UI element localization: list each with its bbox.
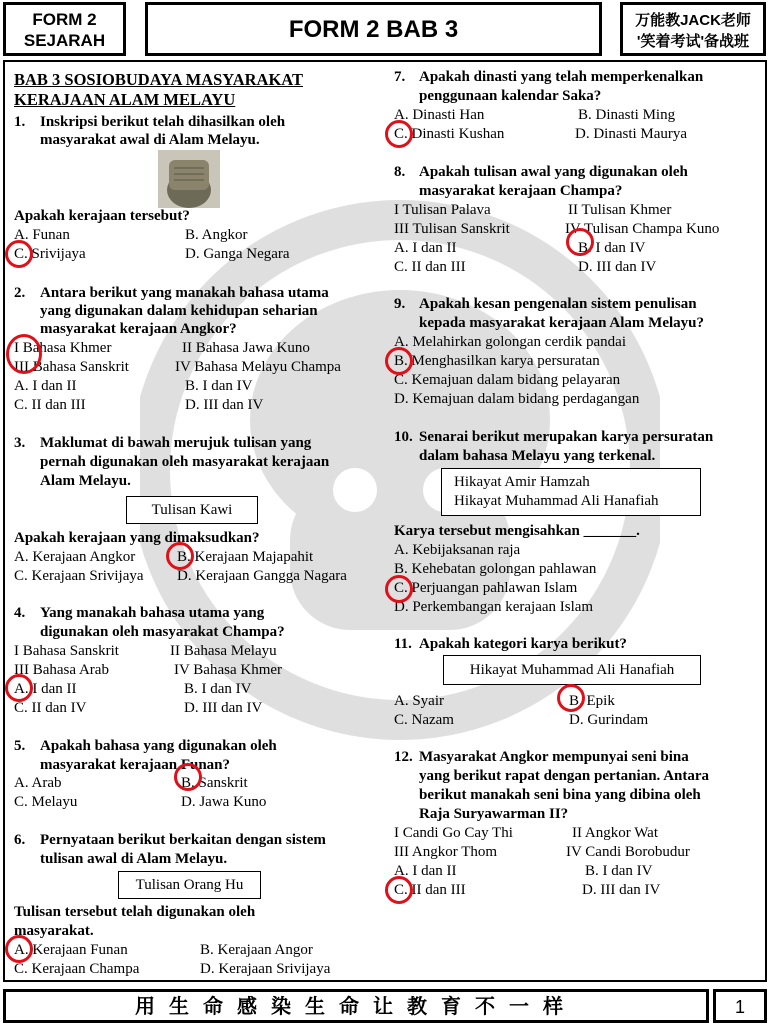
option-d[interactable]: D. Kerajaan Srivijaya xyxy=(200,961,331,977)
statement-2: II Tulisan Khmer xyxy=(568,202,672,218)
question-9-text: Apakah kesan pengenalan sistem penulisan xyxy=(419,296,697,312)
answer-circle xyxy=(385,575,413,603)
question-12-number: 12. xyxy=(394,749,413,765)
option-d[interactable]: D. III dan IV xyxy=(184,700,263,716)
option-b[interactable]: B. I dan IV xyxy=(578,240,646,256)
question-10-text: Senarai berikut merupakan karya persuratan xyxy=(419,429,714,445)
subject-label: SEJARAH xyxy=(23,31,106,50)
question-5-number: 5. xyxy=(14,738,26,754)
option-d[interactable]: D. Kerajaan Gangga Nagara xyxy=(177,568,347,584)
option-a[interactable]: A. Arab xyxy=(14,775,62,791)
answer-circle xyxy=(6,334,42,374)
option-b[interactable]: B. Kerajaan Majapahit xyxy=(177,549,314,565)
question-12-text: yang berikut rapat dengan pertanian. Antara xyxy=(419,768,710,784)
option-d[interactable]: D. Jawa Kuno xyxy=(181,794,267,810)
option-b[interactable]: B. Epik xyxy=(569,693,615,709)
option-c[interactable]: C. II dan III xyxy=(394,259,466,275)
question-4-number: 4. xyxy=(14,605,26,621)
question-7-text: Apakah dinasti yang telah memperkenalkan xyxy=(419,69,704,85)
option-a[interactable]: A. Dinasti Han xyxy=(394,107,485,123)
option-b[interactable]: B. Dinasti Ming xyxy=(578,107,676,123)
statement-4: IV Tulisan Champa Kuno xyxy=(565,221,720,237)
source-box xyxy=(441,468,701,516)
question-11-text: Apakah kategori karya berikut? xyxy=(419,636,627,652)
teacher-name: 万能教JACK老师 xyxy=(635,12,751,29)
question-3-prompt: Apakah kerajaan yang dimaksudkan? xyxy=(14,530,260,546)
answer-circle xyxy=(566,228,594,256)
page-number: 1 xyxy=(713,989,767,1023)
option-c[interactable]: C. Nazam xyxy=(394,712,454,728)
question-12-text: Masyarakat Angkor mempunyai seni bina xyxy=(419,749,689,765)
question-10-prompt: Karya tersebut mengisahkan _______. xyxy=(394,523,640,539)
option-c[interactable]: C. Perjuangan pahlawan Islam xyxy=(394,580,578,596)
answer-circle xyxy=(385,347,413,375)
question-7-number: 7. xyxy=(394,69,406,85)
statement-1: I Candi Go Cay Thi xyxy=(394,825,513,841)
statement-4: IV Candi Borobudur xyxy=(566,844,690,860)
statement-2: II Bahasa Melayu xyxy=(170,643,277,659)
statement-2: II Bahasa Jawa Kuno xyxy=(182,340,310,356)
option-d[interactable]: D. Perkembangan kerajaan Islam xyxy=(394,599,594,615)
statement-3: III Bahasa Sanskrit xyxy=(14,359,129,375)
question-6-prompt: Tulisan tersebut telah digunakan oleh xyxy=(14,904,256,920)
statement-1: I Bahasa Khmer xyxy=(14,340,112,356)
option-a[interactable]: A. Syair xyxy=(394,693,444,709)
statement-4: IV Bahasa Khmer xyxy=(174,662,283,678)
question-12-text: berikut manakah seni bina yang dibina oleh xyxy=(419,787,701,803)
page-title: FORM 2 BAB 3 xyxy=(145,2,602,56)
option-d[interactable]: D. Ganga Negara xyxy=(185,246,290,262)
answer-circle xyxy=(5,674,33,702)
answer-circle xyxy=(385,120,413,148)
option-d[interactable]: D. III dan IV xyxy=(578,259,657,275)
question-12-text: Raja Suryawarman II? xyxy=(419,806,569,822)
question-10-number: 10. xyxy=(394,429,413,445)
option-c[interactable]: C. Melayu xyxy=(14,794,78,810)
source-item: Hikayat Amir Hamzah xyxy=(454,474,590,490)
question-2-number: 2. xyxy=(14,285,26,301)
question-6-text: tulisan awal di Alam Melayu. xyxy=(40,851,228,867)
question-8-text: masyarakat kerajaan Champa? xyxy=(419,183,623,199)
option-a[interactable]: A. I dan II xyxy=(394,863,457,879)
answer-circle xyxy=(557,684,585,712)
question-2-text: masyarakat kerajaan Angkor? xyxy=(40,321,237,337)
question-1-prompt: Apakah kerajaan tersebut? xyxy=(14,208,190,224)
statement-2: II Angkor Wat xyxy=(572,825,659,841)
option-a[interactable]: A. Melahirkan golongan cerdik pandai xyxy=(394,334,627,350)
option-c[interactable]: C. Dinasti Kushan xyxy=(394,126,505,142)
answer-circle xyxy=(5,240,33,268)
question-1-number: 1. xyxy=(14,114,26,130)
question-8-text: Apakah tulisan awal yang digunakan oleh xyxy=(419,164,688,180)
question-6-text: Pernyataan berikut berkaitan dengan sistem xyxy=(40,832,326,848)
chapter-title-line2: KERAJAAN ALAM MELAYU xyxy=(14,90,236,109)
option-b[interactable]: B. I dan IV xyxy=(184,681,252,697)
footer-motto: 用生命感染生命让教育不一样 xyxy=(3,989,709,1023)
answer-circle xyxy=(174,763,202,791)
option-a[interactable]: A. I dan II xyxy=(394,240,457,256)
option-c[interactable]: C. II dan IV xyxy=(14,700,87,716)
option-d[interactable]: D. Kemajuan dalam bidang perdagangan xyxy=(394,391,640,407)
option-b[interactable]: B. Angkor xyxy=(185,227,248,243)
option-d[interactable]: D. Dinasti Maurya xyxy=(575,126,688,142)
question-10-text: dalam bahasa Melayu yang terkenal. xyxy=(419,448,656,464)
question-6-number: 6. xyxy=(14,832,26,848)
form-label: FORM 2 xyxy=(32,10,97,29)
option-b[interactable]: B. Sanskrit xyxy=(181,775,248,791)
option-b[interactable]: B. Kehebatan golongan pahlawan xyxy=(394,561,597,577)
option-a[interactable]: A. Kebijaksanan raja xyxy=(394,542,521,558)
statement-3: III Angkor Thom xyxy=(394,844,498,860)
option-c[interactable]: C. II dan III xyxy=(394,882,466,898)
question-3-text: Maklumat di bawah merujuk tulisan yang xyxy=(40,435,312,451)
option-c[interactable]: C. Kerajaan Srivijaya xyxy=(14,568,144,584)
option-a[interactable]: A. Funan xyxy=(14,227,70,243)
class-name: '笑着考试'备战班 xyxy=(636,33,750,50)
question-9-text: kepada masyarakat kerajaan Alam Melayu? xyxy=(419,315,704,331)
question-9-number: 9. xyxy=(394,296,406,312)
question-2-text: Antara berikut yang manakah bahasa utama xyxy=(40,285,329,301)
inscription-photo xyxy=(158,150,220,208)
answer-circle xyxy=(5,935,33,963)
question-3-text: Alam Melayu. xyxy=(40,473,131,489)
question-1-text: masyarakat awal di Alam Melayu. xyxy=(40,132,260,148)
teacher-label-box xyxy=(620,2,766,56)
source-box: Hikayat Muhammad Ali Hanafiah xyxy=(443,655,701,685)
option-a[interactable]: A. Kerajaan Funan xyxy=(14,942,128,958)
chapter-title-line1: BAB 3 SOSIOBUDAYA MASYARAKAT xyxy=(14,70,303,89)
option-b[interactable]: B. Kerajaan Angor xyxy=(200,942,313,958)
answer-circle xyxy=(166,542,194,570)
question-5-text: masyarakat kerajaan Funan? xyxy=(40,757,231,773)
option-c[interactable]: C. Kemajuan dalam bidang pelayaran xyxy=(394,372,621,388)
question-8-number: 8. xyxy=(394,164,406,180)
option-a[interactable]: A. I dan II xyxy=(14,378,77,394)
question-1-text: Inskripsi berikut telah dihasilkan oleh xyxy=(40,114,286,130)
option-b[interactable]: B. Menghasilkan karya persuratan xyxy=(394,353,600,369)
question-4-text: digunakan oleh masyarakat Champa? xyxy=(40,624,285,640)
source-box: Tulisan Orang Hu xyxy=(118,871,261,899)
subject-label-box xyxy=(3,2,126,56)
statement-1: I Bahasa Sanskrit xyxy=(14,643,119,659)
option-d[interactable]: D. III dan IV xyxy=(582,882,661,898)
statement-1: I Tulisan Palava xyxy=(394,202,491,218)
question-3-text: pernah digunakan oleh masyarakat kerajaan xyxy=(40,454,330,470)
option-a[interactable]: A. I dan II xyxy=(14,681,77,697)
statement-3: III Tulisan Sanskrit xyxy=(394,221,510,237)
question-7-text: penggunaan kalendar Saka? xyxy=(419,88,602,104)
source-box: Tulisan Kawi xyxy=(126,496,258,524)
question-2-text: yang digunakan dalam kehidupan seharian xyxy=(40,303,318,319)
statement-3: III Bahasa Arab xyxy=(14,662,109,678)
question-11-number: 11. xyxy=(394,636,412,652)
answer-circle xyxy=(385,876,413,904)
option-a[interactable]: A. Kerajaan Angkor xyxy=(14,549,136,565)
option-c[interactable]: C. Srivijaya xyxy=(14,246,86,262)
question-6-prompt: masyarakat. xyxy=(14,923,94,939)
statement-4: IV Bahasa Melayu Champa xyxy=(175,359,341,375)
option-b[interactable]: B. I dan IV xyxy=(185,378,253,394)
question-4-text: Yang manakah bahasa utama yang xyxy=(40,605,265,621)
option-c[interactable]: C. Kerajaan Champa xyxy=(14,961,140,977)
source-item: Hikayat Muhammad Ali Hanafiah xyxy=(454,493,659,509)
option-d[interactable]: D. Gurindam xyxy=(569,712,649,728)
option-d[interactable]: D. III dan IV xyxy=(185,397,264,413)
option-b[interactable]: B. I dan IV xyxy=(585,863,653,879)
question-3-number: 3. xyxy=(14,435,26,451)
question-5-text: Apakah bahasa yang digunakan oleh xyxy=(40,738,277,754)
option-c[interactable]: C. II dan III xyxy=(14,397,86,413)
